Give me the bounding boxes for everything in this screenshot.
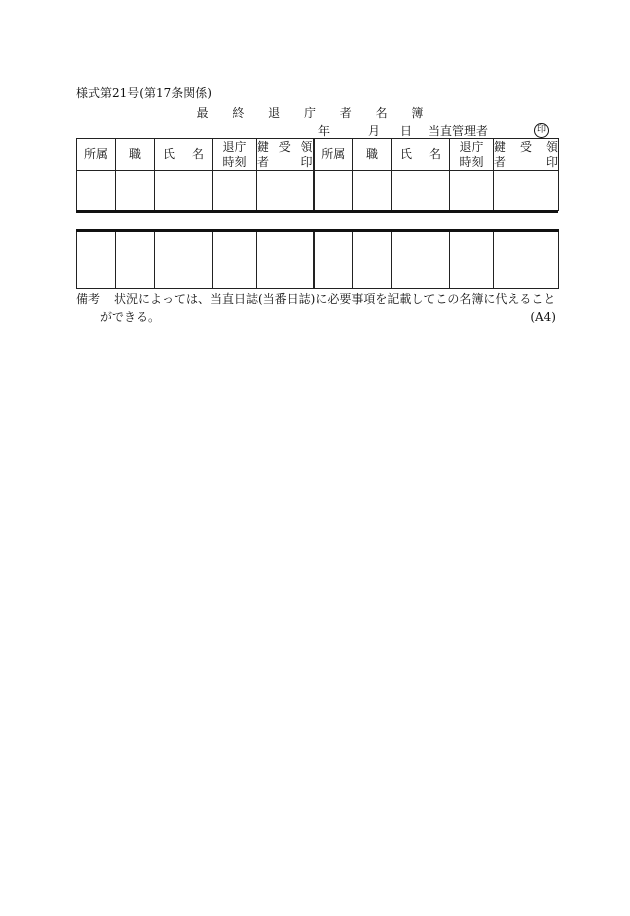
cell xyxy=(257,171,314,211)
seal-icon: 印 xyxy=(534,123,549,138)
cell xyxy=(353,231,392,289)
header-key-receipt: 鍵 受 領 者 印 xyxy=(494,139,558,169)
cell xyxy=(392,231,450,289)
header-name: 氏 名 xyxy=(155,139,213,171)
cell xyxy=(213,171,257,211)
header-leave-time: 退庁 時刻 xyxy=(213,139,257,171)
form-number: 様式第21号(第17条関係) xyxy=(76,86,212,100)
cell xyxy=(116,171,155,211)
officer-label: 当直管理者 xyxy=(428,124,489,138)
header-affiliation: 所属 xyxy=(314,139,353,171)
cell xyxy=(494,231,559,289)
cell xyxy=(257,231,314,289)
remarks-body: 状況によっては、当直日誌(当番日誌)に必要事項を記載してこの名簿に代えること xyxy=(114,292,556,306)
date-line xyxy=(318,122,558,138)
header-row xyxy=(77,139,559,171)
table-row xyxy=(77,171,559,211)
table-row xyxy=(77,231,559,289)
cell xyxy=(494,171,559,211)
cell xyxy=(450,231,494,289)
header-affiliation: 所属 xyxy=(77,139,116,171)
paper-size: (A4) xyxy=(530,310,556,324)
cell xyxy=(155,171,213,211)
month-label: 月 xyxy=(368,124,381,138)
cell xyxy=(353,171,392,211)
cell xyxy=(314,231,353,289)
cell xyxy=(213,231,257,289)
year-label: 年 xyxy=(318,124,331,138)
roster-table-bottom xyxy=(76,229,559,289)
roster-table-top xyxy=(76,138,559,211)
cell xyxy=(392,171,450,211)
cell xyxy=(77,171,116,211)
cell xyxy=(77,231,116,289)
cell xyxy=(155,231,213,289)
header-leave-time: 退庁 時刻 xyxy=(450,139,494,171)
header-name: 氏 名 xyxy=(392,139,450,171)
cell xyxy=(116,231,155,289)
remarks-continuation: ができる。 xyxy=(100,310,161,324)
header-position: 職 xyxy=(353,139,392,171)
cell xyxy=(314,171,353,211)
section-break-rule xyxy=(76,210,558,213)
day-label: 日 xyxy=(400,124,413,138)
header-key-receipt: 鍵 受 領 者 印 xyxy=(257,139,313,169)
document-title: 最 終 退 庁 者 名 簿 xyxy=(196,106,434,120)
remarks-label: 備考 xyxy=(76,292,101,306)
header-position: 職 xyxy=(116,139,155,171)
cell xyxy=(450,171,494,211)
